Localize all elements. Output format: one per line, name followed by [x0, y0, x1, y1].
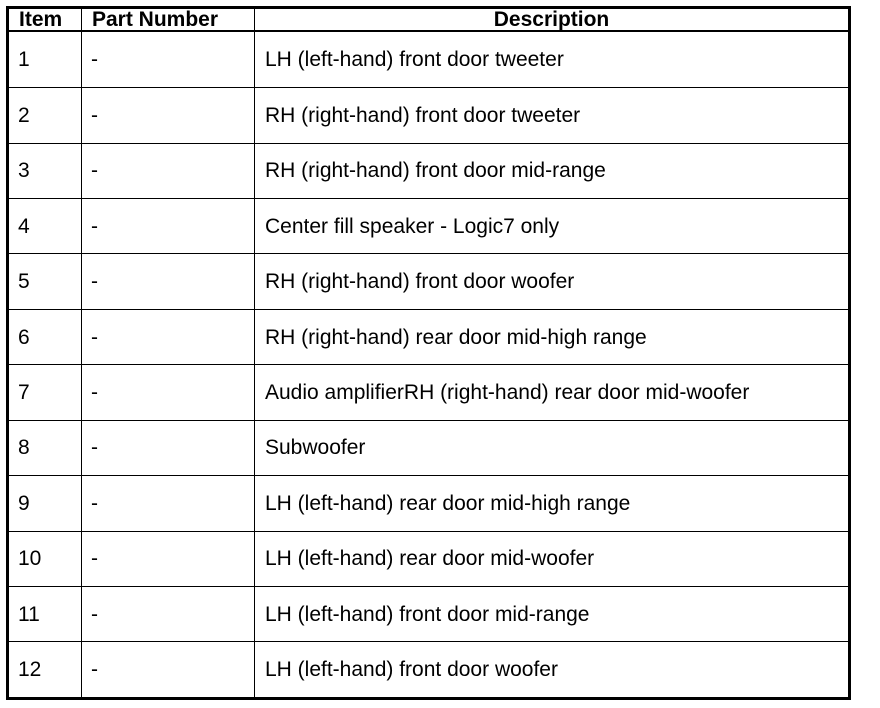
- item-cell: 3: [9, 143, 82, 198]
- item-cell: 9: [9, 476, 82, 531]
- description-cell: LH (left-hand) front door mid-range: [255, 586, 849, 641]
- table-row: [9, 642, 849, 698]
- part-number-cell: -: [82, 254, 255, 309]
- table-row: [9, 309, 849, 364]
- table-header-row: [9, 9, 849, 32]
- column-header-part-number: Part Number: [82, 9, 255, 32]
- part-number-cell: -: [82, 365, 255, 420]
- description-cell: Center fill speaker - Logic7 only: [255, 199, 849, 254]
- part-number-cell: -: [82, 531, 255, 586]
- part-number-cell: -: [82, 586, 255, 641]
- table-row: [9, 143, 849, 198]
- table-row: [9, 365, 849, 420]
- description-cell: RH (right-hand) front door tweeter: [255, 88, 849, 143]
- table-row: [9, 420, 849, 475]
- table-row: [9, 531, 849, 586]
- description-cell: RH (right-hand) rear door mid-high range: [255, 309, 849, 364]
- part-number-cell: -: [82, 420, 255, 475]
- description-cell: LH (left-hand) rear door mid-woofer: [255, 531, 849, 586]
- parts-table: [8, 8, 849, 698]
- part-number-cell: -: [82, 199, 255, 254]
- description-cell: Audio amplifierRH (right-hand) rear door mid-woofer: [255, 365, 849, 420]
- part-number-cell: -: [82, 31, 255, 88]
- table-row: [9, 199, 849, 254]
- item-cell: 11: [9, 586, 82, 641]
- description-cell: RH (right-hand) front door woofer: [255, 254, 849, 309]
- part-number-cell: -: [82, 309, 255, 364]
- column-header-description: Description: [255, 9, 849, 32]
- parts-table-container: [6, 6, 851, 700]
- item-cell: 4: [9, 199, 82, 254]
- part-number-cell: -: [82, 476, 255, 531]
- description-cell: Subwoofer: [255, 420, 849, 475]
- item-cell: 2: [9, 88, 82, 143]
- item-cell: 6: [9, 309, 82, 364]
- description-cell: LH (left-hand) front door woofer: [255, 642, 849, 698]
- part-number-cell: -: [82, 88, 255, 143]
- table-row: [9, 254, 849, 309]
- description-cell: RH (right-hand) front door mid-range: [255, 143, 849, 198]
- table-row: [9, 586, 849, 641]
- description-cell: LH (left-hand) rear door mid-high range: [255, 476, 849, 531]
- item-cell: 7: [9, 365, 82, 420]
- part-number-cell: -: [82, 642, 255, 698]
- table-row: [9, 31, 849, 88]
- part-number-cell: -: [82, 143, 255, 198]
- item-cell: 5: [9, 254, 82, 309]
- table-row: [9, 476, 849, 531]
- item-cell: 1: [9, 31, 82, 88]
- item-cell: 10: [9, 531, 82, 586]
- item-cell: 12: [9, 642, 82, 698]
- item-cell: 8: [9, 420, 82, 475]
- description-cell: LH (left-hand) front door tweeter: [255, 31, 849, 88]
- column-header-item: Item: [9, 9, 82, 32]
- table-row: [9, 88, 849, 143]
